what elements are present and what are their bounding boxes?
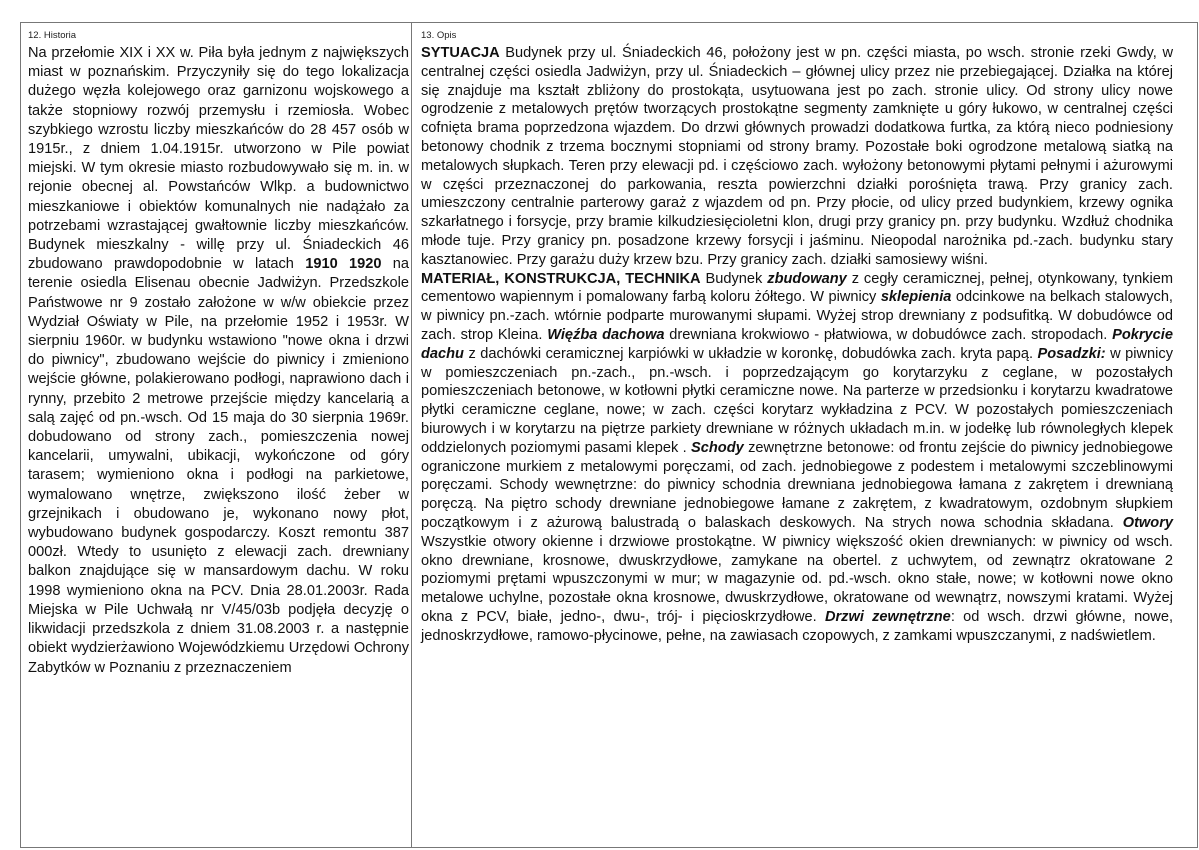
year-from: 1910 [305,256,338,273]
material-text-i: : od wsch. drzwi główne, nowe, jednoskrzydłowe, ramowo-płycinowe, pełne, na zawiasach czopowych, z zamkami wpuszczanymi, z nadświetlem. [421,608,1174,644]
material-text-f: w piwnicy w pomieszczeniach pn.-zach., pn.-wsch. i poprzedzającym go korytarzyku z ceglane, w pozostałych pomieszczeniach betonowe, w kotłowni płytki ceramiczne nowe. Na parterze w przedsionku i korytarzu kwadratowe płytki ceramiczne ceglane, nowe; w zach. części korytarz wykładzina z PCV. W pozostałych pomieszczeniach biurowych i w korytarzu na piętrze parkiety drewniane w różnych układach m.in. w jodełkę lub równoległych klepek oddzielonych poziomymi pasami klepek . [421,345,1174,456]
material-text-d: drewniana krokwiowo - płatwiowa, w dobudówce zach. stropodach. [664,326,1113,343]
history-text [24,44,412,678]
history-text-part1: Na przełomie XIX i XX w. Piła była jednym z największych miast w poznańskim. Przyczyniły się do tego lokalizacja dużego węzła kolejowego oraz garnizonu wojskowego a także stopniowy rozwój przemysłu i rzemiosła. Wobec szybkiego wzrostu liczby mieszkańców do 28 457 osób w 1915r., z dniem 1.04.1915r. utworzono w Pile powiat miejski. W tym okresie miasto rozbudowywało się m. in. w rejonie obecnej al. Powstańców Wlkp. a budownictwo mieszkaniowe i obiektów komunalnych nie nadążało za potrzebami wzrastającej gwałtownie liczby mieszkańców. Budynek mieszkalny - willę przy ul. Śniadeckich 46 zbudowano prawdopodobnie w latach [28,45,409,273]
material-text-b: z cegły ceramicznej, pełnej, otynkowany, tynkiem cementowo wapiennym i pomalowany farbą koloru żółtego. W piwnicy [421,270,1173,306]
term-drzwi: Drzwi zewnętrzne [824,608,951,625]
history-column [24,30,412,678]
situation-paragraph [417,44,1177,270]
history-text-part2: na terenie osiedla Elisenau obecnie Jadwiżyn. Przedszkole Państwowe nr 9 zostało założone w w/w obiekcie przez Wydział Oświaty w Pile, na przełomie 1952 i 1953r. W sierpniu 1960r. w budynku wstawiono "nowe okna i drzwi do piwnicy", zbudowano wejście do piwnicy i zmieniono wejście główne, polakierowano podłogi, naprawiono dach i rynny, przebito 2 metrowe przejście między kancelarią a salą zajęć od pn.-wsch. Od 15 maja do 30 sierpnia 1969r. dobudowano od strony zach., pomieszczenia nowej kancelarii, umywalni, ubikacji, wykończone od góry tarasem; wymieniono okna i podłogi na parkietowe, wymalowano wnętrze, zwiększono ilość żeber w grzejnikach i obudowano je, wykonano nowy płot, wybudowano budynek gospodarczy. Koszt remontu 387 000zł. Wtedy to usunięto z elewacji zach. drewniany balkon znajdujące się w mansardowym dachu. W roku 1998 wymieniono okna na PCV. Dnia 28.01.2003r. Rada Miejska w Pile Uchwałą nr V/45/03b podjęła decyzję o likwidacji przedszkola z dniem 31.08.2003 r. a następnie obiekt wydzierżawiono Wojewódzkiemu Urzędowi Ochrony Zabytków w Poznaniu z przeznaczeniem [28,256,409,676]
situation-text: Budynek przy ul. Śniadeckich 46, położony jest w pn. części miasta, po wsch. stronie rzeki Gwdy, w centralnej części osiedla Jadwiżyn, przy ul. Śniadeckich – głównej ulicy przez nie przebiegającej. Działka na której się znajduje ma kształt zbliżony do prostokąta, usytuowana jest po zach. stronie ulicy. Od strony ulicy nowe ogrodzenie z metalowych prętów tworzących prostokątne segmenty zamknięte u góry łukowo, w centralnej części cofnięta brama poprzedzona wjazdem. Do drzwi głównych prowadzi dodatkowa furtka, za którą nieco podniesiony betonowy chodnik z trzema bocznymi stopniami od strony bramy. Pozostałe boki ogrodzone metalową siatką na metalowych słupkach. Teren przy elewacji pd. i częściowo zach. wyłożony betonowymi płytami pełnymi i ażurowymi w części przeznaczonej do parkowania, reszta powierzchni działki porośnięta trawą. Przy granicy zach. umieszczony centralnie parterowy garaż z wjazdem od pn. Przy płocie, od ulicy przed budynkiem, krzewy ognika szkarłatnego i forsycje, przy bramie kilkudziesięcioletni klon, drugi przy granicy pn. przy budynku. Wzdłuż chodnika młode tuje. Przy granicy pn. posadzone krzewy forsycji i jaśminu. Nieopodal narożnika pd.-zach. budynku stary kasztanowiec. Przy garażu duży krzew bzu. Przy granicy zach. działki samosiewy wiśni. [421,45,1173,268]
material-text-c: odcinkowe na belkach stalowych, w piwnicy pn.-zach. wtórnie podparte murowanymi słupami. Wyżej strop drewniany z podsufitką. W dobudówce od zach. strop Kleina. [421,289,1173,343]
term-pokrycie: Pokrycie dachu [421,326,1173,362]
term-otwory: Otwory [1122,514,1173,531]
history-heading: 12. Historia [28,30,77,41]
material-text-e: z dachówki ceramicznej karpiówki w układzie w koronkę, dobudówka zach. kryta papą. [463,345,1038,362]
term-wiezba: Więźba dachowa [547,326,665,343]
material-text-g: zewnętrzne betonowe: od frontu zejście do piwnicy jednobiegowe ograniczone murkiem z metalowymi poręczami, od zach. jednobiegowe z podestem i metalowymi szczeblinowymi poręczami. Schody wewnętrzne: do piwnicy schodnia drewniana jednobiegowa łamana z zakrętem i drewnianą poręczą. Na piętro schody drewniane jednobiegowe łamane z zakrętem, z kwadratowym, ozdobnym słupkiem początkowym i z ażurową balustradą o balaskach deskowych. Na strych nowa schodnia składana. [421,439,1173,531]
material-text-h: Wszystkie otwory okienne i drzwiowe prostokątne. W piwnicy większość okien drewnianych: w piwnicy od wsch. okno drewniane, krosnowe, dwuskrzydłowe, zamykane na obertel. z uchwytem, od zewnątrz okratowane 2 poziomymi prętami wpuszczonymi w mur; w magazynie od. pd.-wsch. okno stałe, nowe; w kotłowni nowe okno metalowe uchylne, pozostałe okna krosnowe, dwuskrzydłowe, okratowane od wewnątrz, nowszymi kratami. Wyżej okna z PCV, białe, jedno-, dwu-, trój- i pięcioskrzydłowe. [421,533,1173,625]
term-posadzki: Posadzki: [1037,345,1106,362]
year-to: 1920 [349,256,382,273]
material-paragraph [417,270,1177,646]
history-text-sep [338,256,349,272]
material-text-a: Budynek [700,270,768,287]
material-title: MATERIAŁ, KONSTRUKCJA, TECHNIKA [421,270,701,287]
term-sklepienia: sklepienia [880,289,952,306]
term-schody: Schody [691,439,744,456]
term-zbudowany: zbudowany [767,270,847,287]
description-heading: 13. Opis [421,30,457,41]
situation-title: SYTUACJA [421,45,500,61]
description-column [417,30,1177,646]
